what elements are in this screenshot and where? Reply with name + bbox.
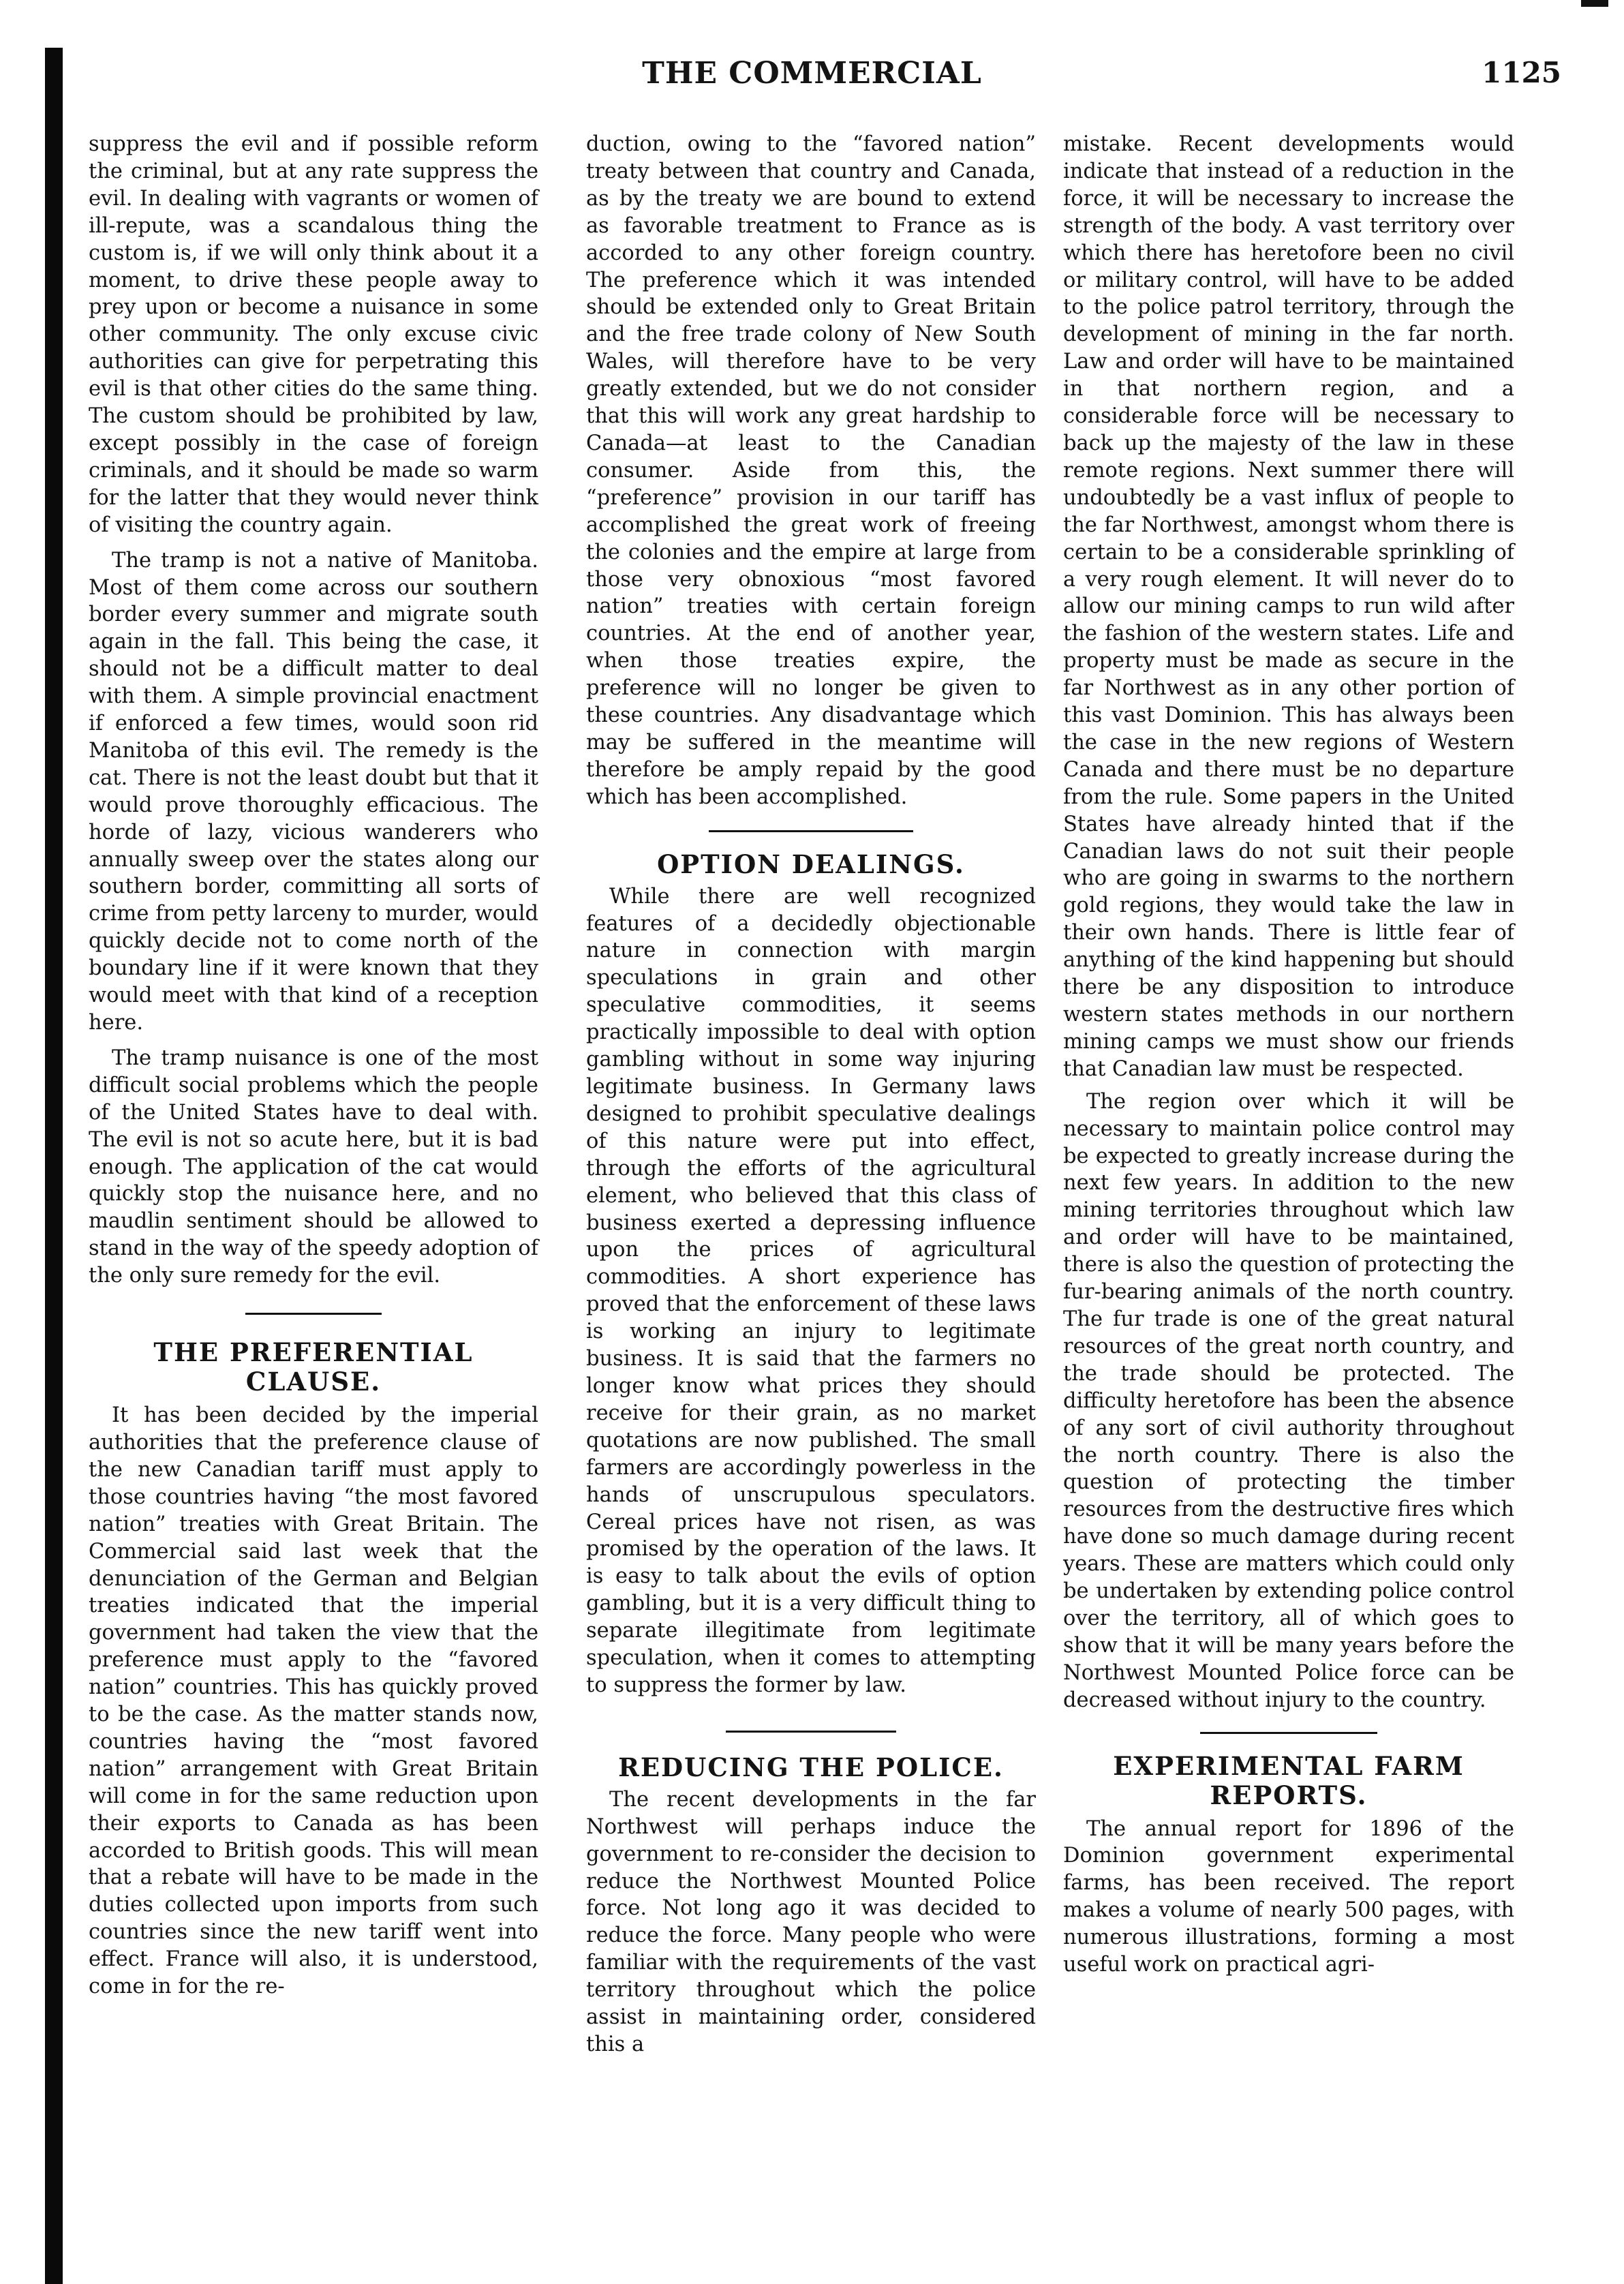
- paragraph: The recent developments in the far Northwest will perhaps induce the government to re-consider the decision to reduce the Northwest Mounted Police force. Not long ago it was decided to reduce the force. Many people who were familiar with the requirements of the vast territory throughout which the police assist in maintaining order, considered this a: [586, 1787, 1036, 2056]
- section-heading: REDUCING THE POLICE.: [618, 1752, 1004, 1782]
- paragraph: mistake. Recent developments would indicate that instead of a reduction in the force, it will be necessary to increase the strength of the body. A vast territory over which there has heretofore been no civil or military control, will have to be added to the police patrol territory, through the development of mining in the far north. Law and order will have to be maintained in that northern region, and a considerable force will be necessary to back up the majesty of the law in these remote regions. Next summer there will undoubtedly be a vast influx of people to the far Northwest, amongst whom there is certain to be a considerable sprinkling of a very rough element. It will never do to allow our mining camps to run wild after the fashion of the western states. Life and property must be made as secure in the far Northwest as in any other portion of this vast Dominion. This has always been the case in the new regions of Western Canada and there must be no departure from the rule. Some papers in the United States have already hinted that if the Canadian laws do not suit their people who are going in swarms to the northern gold regions, they would take the law in their own hands. There is little fear of anything of the kind happening but should there be any disposition to introduce western states methods in our northern mining camps we must show our friends that Canadian law must be respected.: [1063, 132, 1514, 1081]
- section-divider: [726, 1731, 896, 1733]
- paragraph: The tramp nuisance is one of the most difficult social problems which the people of the United States have to deal with. The evil is not so acute here, but it is bad enough. The application of the cat would quickly stop the nuisance here, and no maudlin sentiment should be allowed to stand in the way of the speedy adoption of the only sure remedy for the evil.: [89, 1046, 538, 1288]
- paragraph: suppress the evil and if possible reform the criminal, but at any rate suppress the evil. In dealing with vagrants or women of ill-repute, was a scandalous thing the custom is, if we will only think about it a moment, to drive these people away to prey upon or become a nuisance in some other community. The only excuse civic authorities can give for perpetrating this evil is that other cities do the same thing. The custom should be prohibited by law, except possibly in the case of foreign criminals, and it should be made so warm for the latter that they would never think of visiting the country again.: [89, 132, 538, 537]
- section-divider: [1200, 1732, 1377, 1734]
- column-2: [586, 131, 1036, 2058]
- column-1: [89, 131, 538, 2000]
- paragraph: While there are well recognized features of a decidedly objectionable nature in connection with margin speculations in grain and other speculative commodities, it seems practically impossible to deal with option gambling without in some way injuring legitimate business. In Germany laws designed to prohibit speculative dealings of this nature were put into effect, through the efforts of the agricultural element, who believed that this class of business exerted a depressing influence upon the prices of agricultural commodities. A short experience has proved that the enforcement of these laws is working an injury to legitimate business. It is said that the farmers no longer know what prices they should receive for their grain, as no market quotations are now published. The small farmers are accordingly powerless in the hands of unscrupulous speculators. Cereal prices have not risen, as was promised by the operation of the laws. It is easy to talk about the evils of option gambling, but it is a very difficult thing to separate illegitimate from legitimate speculation, when it comes to attempting to suppress the former by law.: [586, 884, 1036, 1697]
- column-3: [1063, 131, 1514, 1979]
- top-edge-mark: [1581, 0, 1608, 7]
- page-title: THE COMMERCIAL: [642, 56, 982, 91]
- paragraph: The annual report for 1896 of the Dominion government experimental farms, has been received. The report makes a volume of nearly 500 pages, with numerous illustrations, forming a most useful work on practical agri-: [1063, 1816, 1514, 1977]
- binding-edge-shadow: [45, 48, 63, 2284]
- section-divider: [709, 830, 913, 832]
- page-number: 1125: [1482, 56, 1561, 89]
- section-heading: THE PREFERENTIAL CLAUSE.: [153, 1337, 474, 1397]
- section-divider: [245, 1313, 382, 1315]
- paragraph: The region over which it will be necessary to maintain police control may be expected to greatly increase during the next few years. In addition to the new mining territories throughout which law and order will have to be maintained, there is also the question of protecting the fur-bearing animals of the north country. The fur trade is one of the great natural resources of the great north country, and the trade should be protected. The difficulty heretofore has been the absence of any sort of civil authority throughout the north country. There is also the question of protecting the timber resources from the destructive fires which have done so much damage during recent years. These are matters which could only be undertaken by extending police control over the territory, all of which goes to show that it will be many years before the Northwest Mounted Police force can be decreased without injury to the country.: [1063, 1089, 1514, 1712]
- paragraph: The tramp is not a native of Manitoba. Most of them come across our southern border every summer and migrate south again in the fall. This being the case, it should not be a difficult matter to deal with them. A simple provincial enactment if enforced a few times, would soon rid Manitoba of this evil. The remedy is the cat. There is not the least doubt but that it would prove thoroughly efficacious. The horde of lazy, vicious wanderers who annually sweep over the states along our southern border, committing all sorts of crime from petty larceny to murder, would quickly decide not to come north of the boundary line if it were known that they would meet with that kind of a reception here.: [89, 548, 538, 1035]
- section-heading: EXPERIMENTAL FARM REPORTS.: [1113, 1750, 1465, 1810]
- paragraph: It has been decided by the imperial authorities that the preference clause of the new Canadian tariff must apply to those countries having “the most favored nation” treaties with Great Britain. The Commercial said last week that the denunciation of the German and Belgian treaties indicated that the imperial government had taken the view that the preference must apply to the “favored nation” countries. This has quickly proved to be the case. As the matter stands now, countries having the “most favored nation” arrangement with Great Britain will come in for the same reduction upon their exports to Canada as has been accorded to British goods. This will mean that a rebate will have to be made in the duties collected upon imports from such countries since the new tariff went into effect. France will also, it is understood, come in for the re-: [89, 1403, 538, 1999]
- paragraph: duction, owing to the “favored nation” treaty between that country and Canada, as by the treaty we are bound to extend as favorable treatment to France as is accorded to any other foreign country. The preference which it was intended should be extended only to Great Britain and the free trade colony of New South Wales, will therefore have to be very greatly extended, but we do not consider that this will work any great hardship to Canada—at least to the Canadian consumer. Aside from this, the “preference” provision in our tariff has accomplished the great work of freeing the colonies and the empire at large from those very obnoxious “most favored nation” treaties with certain foreign countries. At the end of another year, when those treaties expire, the preference will no longer be given to these countries. Any disadvantage which may be suffered in the meantime will therefore be amply repaid by the good which has been accomplished.: [586, 132, 1036, 809]
- section-heading: OPTION DEALINGS.: [657, 849, 965, 879]
